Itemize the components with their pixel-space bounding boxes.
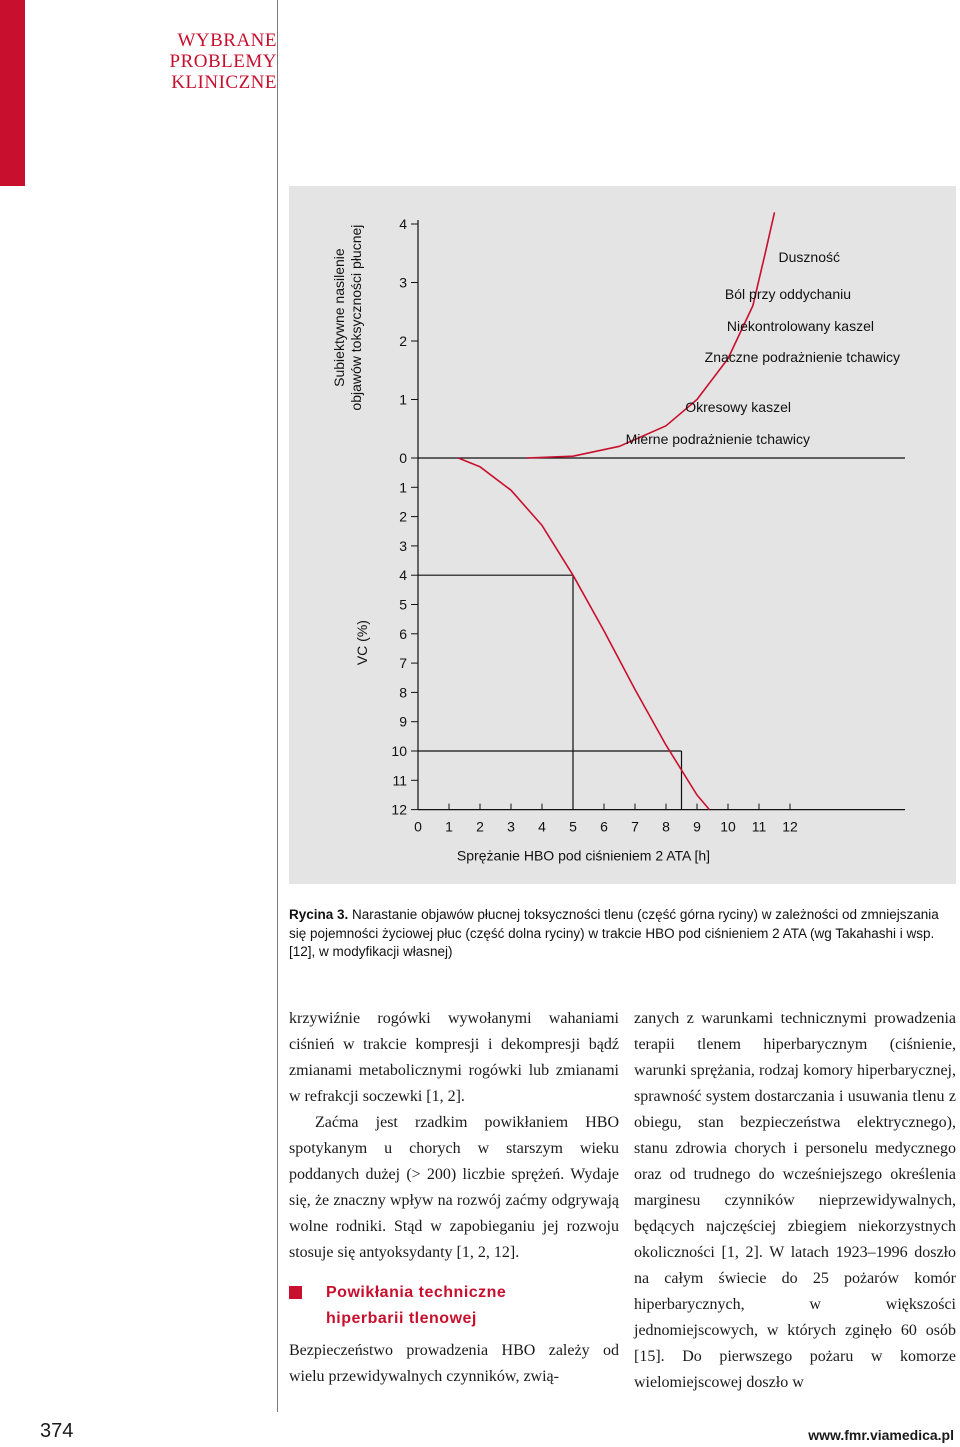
x-tick-label: 7 (631, 818, 639, 835)
figure-chart (289, 186, 956, 884)
symptom-label: Ból przy oddychaniu (724, 286, 851, 302)
x-tick-label: 0 (414, 818, 422, 835)
caption-text: Narastanie objawów płucnej toksyczności tlenu (część górna ryciny) w zależności od zmniejszania się pojemności życiowej płuc (część dolna ryciny) w trakcie HBO pod ciśnieniem 2 ATA (wg Takahashi i wsp. [12], w modyfikacji własnej) (289, 907, 939, 959)
y-tick-label: 3 (399, 274, 407, 291)
y-tick-label: 4 (399, 216, 407, 232)
x-tick-label: 6 (600, 818, 608, 835)
section-title (150, 30, 277, 93)
section-title-line: PROBLEMY (169, 51, 277, 72)
red-accent-bar (0, 0, 25, 186)
x-tick-label: 4 (538, 818, 546, 835)
y-tick-label: 8 (399, 684, 407, 701)
paragraph: Bezpieczeństwo prowadzenia HBO zależy od wielu przewidywalnych czynników, zwią- (289, 1342, 619, 1385)
y-tick-label: 7 (399, 655, 407, 672)
page-number: 374 (40, 1420, 74, 1442)
x-tick-label: 11 (751, 818, 767, 835)
left-column (289, 1006, 619, 1390)
heading-line: Powikłania techniczne (326, 1284, 507, 1301)
right-column (634, 1006, 956, 1396)
section-title-line: WYBRANE (177, 30, 277, 51)
x-tick-label: 10 (720, 818, 736, 835)
x-tick-label: 9 (693, 818, 701, 835)
chart-svg (289, 186, 956, 884)
x-tick-label: 12 (782, 818, 798, 835)
y-tick-label: 2 (399, 333, 407, 349)
symptom-label: Znaczne podrażnienie tchawicy (704, 349, 900, 365)
x-tick-label: 2 (476, 818, 484, 835)
heading-line: hiperbarii tlenowej (326, 1310, 477, 1327)
x-tick-label: 3 (507, 818, 515, 835)
y-upper-label: objawów toksyczności płucnej (348, 224, 364, 411)
y-tick-label: 1 (399, 391, 407, 408)
heading-square-icon (289, 1286, 302, 1299)
symptom-label: Duszność (778, 249, 840, 265)
section-heading (289, 1280, 619, 1332)
symptom-curve (527, 212, 775, 458)
y-tick-label: 6 (399, 625, 407, 642)
y-tick-label: 1 (399, 479, 407, 496)
y-tick-label: 11 (392, 772, 407, 789)
y-tick-label: 4 (399, 567, 407, 584)
symptom-label: Okresowy kaszel (685, 399, 791, 415)
x-tick-label: 8 (662, 818, 670, 835)
figure-caption (289, 906, 956, 962)
symptom-label: Mierne podrażnienie tchawicy (625, 431, 810, 447)
x-tick-label: 1 (445, 818, 453, 835)
y-tick-label: 2 (399, 508, 407, 525)
y-upper-label: Subiektywne nasilenie (331, 248, 347, 387)
paragraph: krzywiźnie rogówki wywołanymi wahaniami ciśnień w trakcie kompresji i dekompresji bądź zmianami metabolicznymi rogówki lub zmianami w refrakcji soczewki [1, 2]. (289, 1010, 619, 1105)
paragraph: Zaćma jest rzadkim powikłaniem HBO spotykanym u chorych w starszym wieku poddanych dużej (> 200) liczbie sprężeń. Wydaje się, że znaczny wpływ na rozwój zaćmy odgrywają wolne rodniki. Stąd w zapobieganiu jej rozwoju stosuje się antyoksydanty [1, 2, 12]. (289, 1114, 619, 1261)
paragraph: zanych z warunkami technicznymi prowadzenia terapii tlenem hiperbarycznym (ciśnienie, warunki sprężania, rodzaj komory hiperbarycznej, sprawność system dostarczania i usuwania tlenu z obiegu, stan bezpieczeństwa elektrycznego), stanu zdrowia chorych i personelu medycznego oraz od trudnego do wcześniejszego określenia marginesu czynników nieprzewidywalnych, będących najczęściej zbiegiem niekorzystnych okoliczności [1, 2]. W latach 1923–1996 doszło na całym świecie do 25 pożarów komór hiperbarycznych, w większości jednomiejscowych, w których zginęło 60 osób [15]. Do pierwszego pożaru w komorze wielomiejscowej doszło w (634, 1010, 956, 1391)
vc-curve (458, 458, 709, 810)
y-tick-label: 9 (399, 713, 407, 730)
y-tick-label: 5 (399, 596, 407, 613)
y-tick-label: 0 (399, 450, 407, 466)
caption-label: Rycina 3. (289, 907, 349, 922)
y-tick-label: 3 (399, 537, 407, 554)
x-tick-label: 5 (569, 818, 577, 835)
column-rule (277, 0, 278, 1412)
y-tick-label: 12 (391, 801, 407, 818)
x-axis-label: Sprężanie HBO pod ciśnieniem 2 ATA [h] (456, 847, 711, 864)
website-link[interactable]: www.fmr.viamedica.pl (808, 1427, 954, 1443)
y-tick-label: 10 (391, 743, 407, 759)
symptom-label: Niekontrolowany kaszel (726, 318, 874, 334)
section-title-line: KLINICZNE (171, 72, 277, 93)
y-lower-label: VC (%) (354, 620, 370, 666)
